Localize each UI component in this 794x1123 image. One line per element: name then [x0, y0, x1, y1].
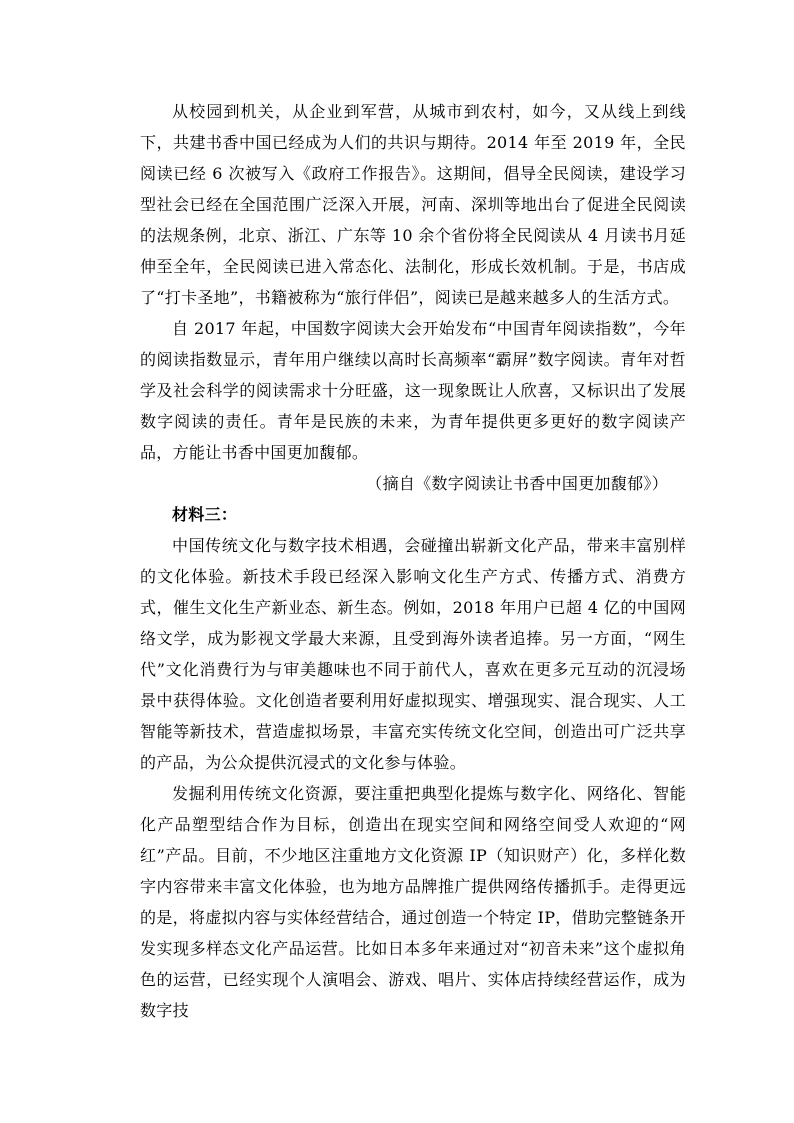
section-heading-material-three: 材料三：	[172, 505, 238, 524]
paragraph-cultural-ip: 发掘利用传统文化资源，要注重把典型化提炼与数字化、网络化、智能化产品塑型结合作为目标，创造出在现实空间和网络空间受人欢迎的“网红”产品。目前，不少地区注重地方文化资源 IP（知识财产）化，多样化数字内容带来丰富文化体验，也为地方品牌推广提供网络传播抓手。走得更远的是，将虚拟内容与实体经营结合，通过创造一个特定 IP，借助完整链条开发实现多样态文化产品运营。比如日本多年来通过对“初音未来”这个虚拟角色的运营，已经实现个人演唱会、游戏、唱片、实体店持续经营运作，成为数字技	[140, 784, 686, 1020]
paragraph-digital-culture: 中国传统文化与数字技术相遇，会碰撞出崭新文化产品，带来丰富别样的文化体验。新技术手段已经深入影响文化生产方式、传播方式、消费方式，催生文化生产新业态、新生态。例如，2018 年用户已超 4 亿的中国网络文学，成为影视文学最大来源，且受到海外读者追捧。另一方面，“网生代”文化消费行为与审美趣味也不同于前代人，喜欢在更多元互动的沉浸场景中获得体验。文化创造者要利用好虚拟现实、增强现实、混合现实、人工智能等新技术，营造虚拟场景，丰富充实传统文化空间，创造出可广泛共享的产品，为公众提供沉浸式的文化参与体验。	[140, 536, 686, 772]
paragraph-reading-policy: 从校园到机关，从企业到军营，从城市到农村，如今，又从线上到线下，共建书香中国已经成为人们的共识与期待。2014 年至 2019 年，全民阅读已经 6 次被写入《政府工作报告》。这期间，倡导全民阅读，建设学习型社会已经在全国范围广泛深入开展，河南、深圳等地出台了促进全民阅读的法规条例，北京、浙江、广东等 10 余个省份将全民阅读从 4 月读书月延伸至全年，全民阅读已进入常态化、法制化，形成长效机制。于是，书店成了“打卡圣地”，书籍被称为“旅行伴侣”，阅读已是越来越多人的生活方式。	[140, 102, 686, 307]
source-citation: （摘自《数字阅读让书香中国更加馥郁》）	[366, 474, 668, 493]
document-body	[140, 96, 686, 1026]
paragraph-youth-reading-index: 自 2017 年起，中国数字阅读大会开始发布“中国青年阅读指数”，今年的阅读指数显示，青年用户继续以高时长高频率“霸屏”数字阅读。青年对哲学及社会科学的阅读需求十分旺盛，这一现象既让人欣喜，又标识出了发展数字阅读的责任。青年是民族的未来，为青年提供更多更好的数字阅读产品，方能让书香中国更加馥郁。	[140, 319, 686, 462]
